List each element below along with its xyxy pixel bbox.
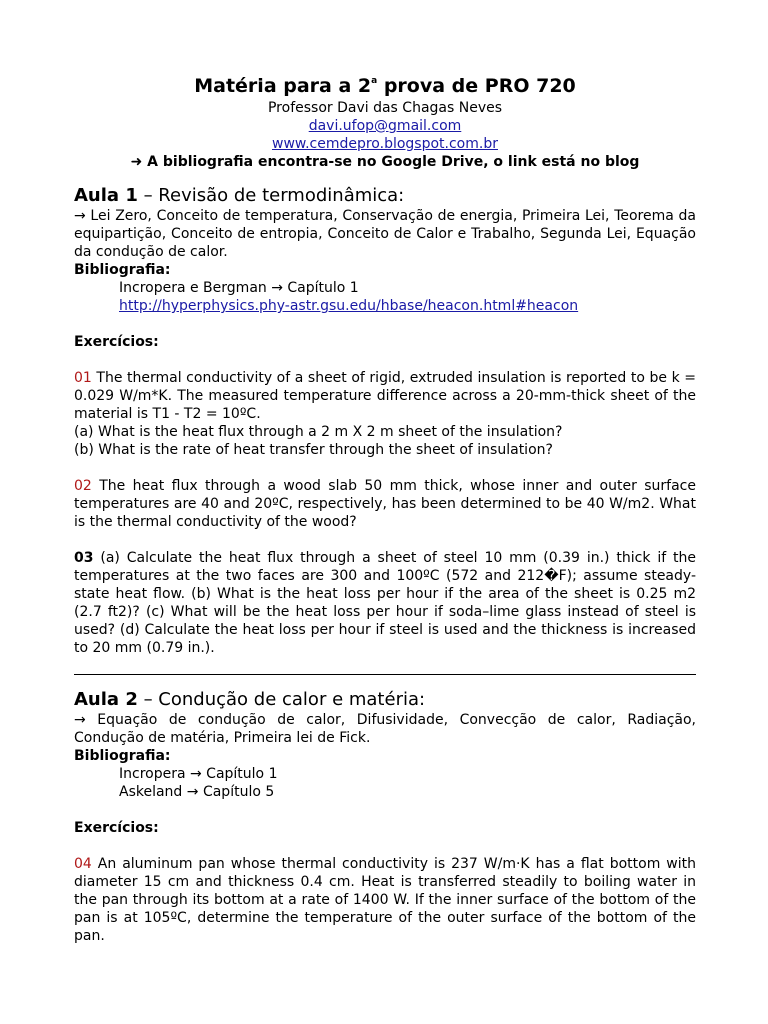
exercise-01-part-a: (a) What is the heat flux through a 2 m X 2 m sheet of the insulation? — [74, 424, 563, 440]
aula2-label: Aula 2 — [74, 689, 138, 710]
section-divider — [74, 674, 696, 675]
exercise-number: 01 — [74, 370, 92, 386]
exercise-04 — [74, 855, 696, 945]
exercise-text: An aluminum pan whose thermal conductivity is 237 W/m·K has a flat bottom with diameter 15 cm and thickness 0.4 cm. Heat is transferred steadily to boiling water in the pan through its bottom at a rate of 1400 W. If the inner surface of the bottom of the pan is at 105ºC, determine the temperature of the outer surface of the bottom of the pan. — [74, 856, 696, 944]
exercise-number: 02 — [74, 478, 92, 494]
aula2-title: – Condução de calor e matéria: — [137, 689, 426, 710]
aula1-bib-item: Incropera e Bergman → Capítulo 1 — [119, 280, 359, 296]
aula1-label: Aula 1 — [74, 185, 138, 206]
exercise-text: (a) Calculate the heat flux through a sheet of steel 10 mm (0.39 in.) thick if the temperatures at the two faces are 300 and 100ºC (572 and 212�F); assume steady-state heat flow. (b) What is the heat loss per hour if the area of the sheet is 0.25 m2 (2.7 ft2)? (c) What will be the heat loss per hour if soda–lime glass instead of steel is used? (d) Calculate the heat loss per hour if steel is used and the thickness is increased to 20 mm (0.79 in.). — [74, 550, 696, 656]
exercise-02 — [74, 477, 696, 531]
aula2-bib-item: Incropera → Capítulo 1 — [119, 766, 278, 782]
aula1-title: – Revisão de termodinâmica: — [137, 185, 405, 206]
exercise-text: The heat flux through a wood slab 50 mm thick, whose inner and outer surface temperatures are 40 and 20ºC, respectively, has been determined to be 40 W/m2. What is the thermal conductivity of the wood? — [74, 478, 696, 530]
title-text-end: prova de PRO 720 — [377, 75, 576, 97]
email-link[interactable]: davi.ufop@gmail.com — [308, 118, 462, 134]
bibliography-note: ➜ A bibliografia encontra-se no Google Drive, o link está no blog — [130, 154, 640, 170]
exercise-number: 03 — [74, 550, 94, 566]
aula2-bib-item: Askeland → Capítulo 5 — [119, 784, 275, 800]
aula2-exercises-label: Exercícios: — [74, 820, 159, 836]
document-page — [74, 62, 696, 945]
aula1-bib-label: Bibliografia: — [74, 262, 171, 278]
aula1-heading — [74, 185, 696, 207]
title-superscript: a — [371, 76, 378, 86]
aula1-exercises-label: Exercícios: — [74, 334, 159, 350]
hyperphysics-link[interactable]: http://hyperphysics.phy-astr.gsu.edu/hbase/heacon.html#heacon — [119, 298, 579, 314]
aula2-topics: → Equação de condução de calor, Difusividade, Convecção de calor, Radiação, Condução de matéria, Primeira lei de Fick. — [74, 712, 696, 746]
exercise-01-part-b: (b) What is the rate of heat transfer through the sheet of insulation? — [74, 442, 553, 458]
aula2-bib-label: Bibliografia: — [74, 748, 171, 764]
aula2-heading — [74, 689, 696, 711]
title-text: Matéria para a 2 — [194, 75, 372, 97]
exercise-01 — [74, 369, 696, 423]
exercise-03 — [74, 549, 696, 657]
document-title — [74, 68, 696, 99]
exercise-text: The thermal conductivity of a sheet of rigid, extruded insulation is reported to be k = 0.029 W/m*K. The measured temperature difference across a 20-mm-thick sheet of the material is T1 - T2 = 10ºC. — [74, 370, 696, 422]
professor-name: Professor Davi das Chagas Neves — [267, 100, 503, 116]
aula1-topics: → Lei Zero, Conceito de temperatura, Conservação de energia, Primeira Lei, Teorema da equipartição, Conceito de entropia, Conceito de Calor e Trabalho, Segunda Lei, Equação da condução de calor. — [74, 208, 696, 260]
exercise-number: 04 — [74, 856, 92, 872]
website-link[interactable]: www.cemdepro.blogspot.com.br — [272, 136, 498, 152]
